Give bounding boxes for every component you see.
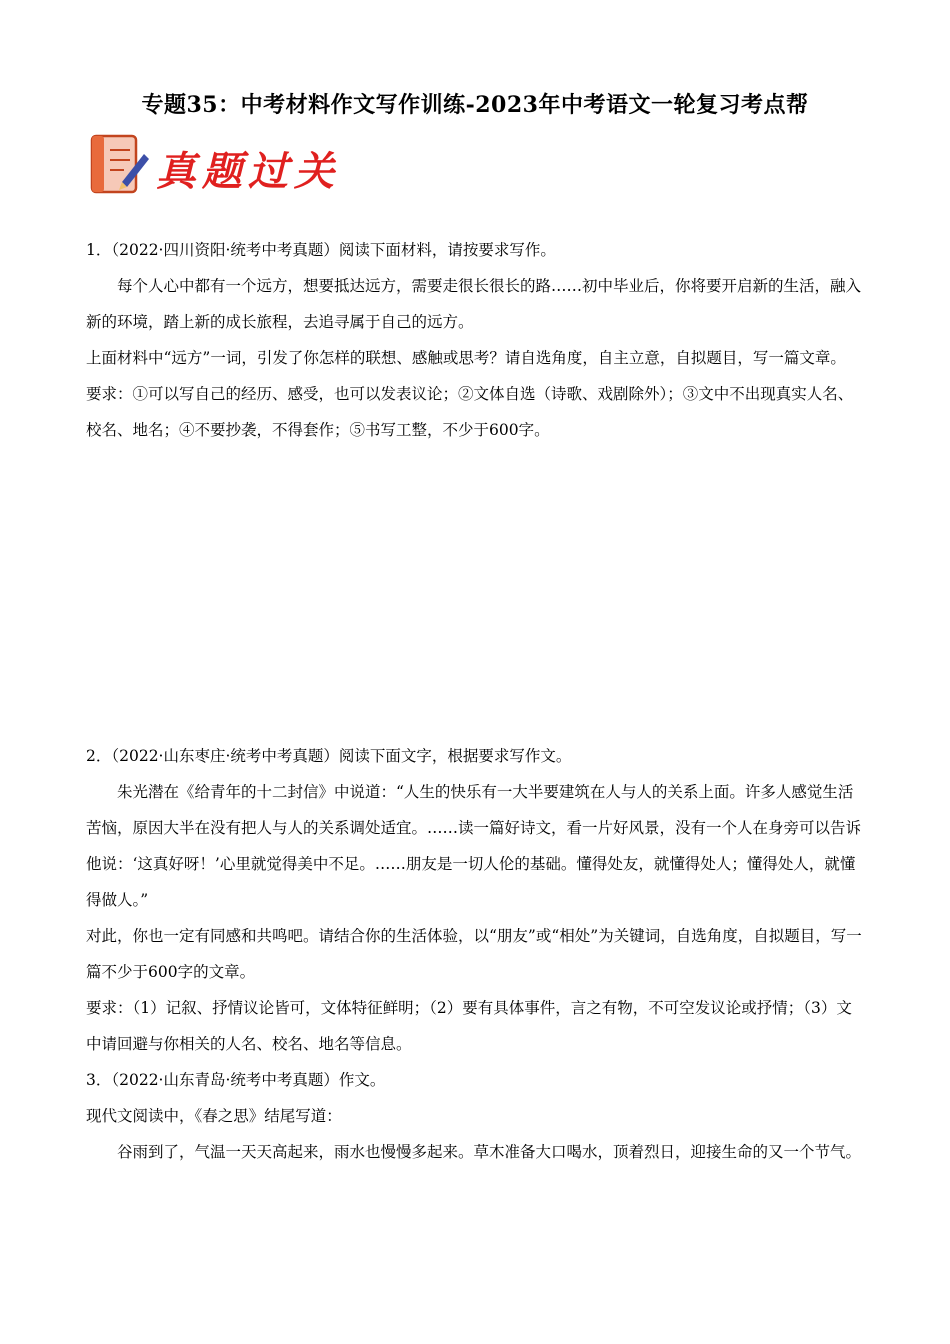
material-paragraph: 朱光潜在《给青年的十二封信》中说道：“人生的快乐有一大半要建筑在人与人的关系上面。许多人感觉生活苦恼，原因大半在没有把人与人的关系调处适宜。……读一篇好诗文，看一片好风景，没有一个人在身旁可以告诉他说：‘这真好呀！’心里就觉得美中不足。……朋友是一切人伦的基础。懂得处友，就懂得处人；懂得处人，就懂得做人。”: [86, 783, 862, 909]
writing-prompt: 对此，你也一定有同感和共鸣吧。请结合你的生活体验，以“朋友”或“相处”为关键词，自选角度，自拟题目，写一篇不少于600字的文章。: [86, 927, 862, 981]
requirements: 要求：（1）记叙、抒情议论皆可，文体特征鲜明；（2）要有具体事件，言之有物，不可空发议论或抒情；（3）文中请回避与你相关的人名、校名、地名等信息。: [86, 999, 852, 1053]
question-header: 3．（2022·山东青岛·统考中考真题）作文。: [86, 1071, 386, 1089]
answer-space: [86, 448, 866, 738]
writing-prompt: 上面材料中“远方”一词，引发了你怎样的联想、感触或思考？请自选角度，自主立意，自拟题目，写一篇文章。: [86, 349, 846, 367]
page-title: 专题35：中考材料作文写作训练-2023年中考语文一轮复习考点帮: [141, 92, 809, 118]
section-banner: [86, 132, 340, 198]
notebook-pencil-icon: [86, 132, 152, 198]
question-list: [86, 232, 866, 1170]
banner-title: 真题过关: [156, 148, 340, 195]
material-intro: 现代文阅读中，《春之思》结尾写道：: [86, 1107, 342, 1125]
question-header: 2．（2022·山东枣庄·统考中考真题）阅读下面文字，根据要求写作文。: [86, 747, 572, 765]
question-header: 1．（2022·四川资阳·统考中考真题）阅读下面材料，请按要求写作。: [86, 241, 556, 259]
material-paragraph: 每个人心中都有一个远方，想要抵达远方，需要走很长很长的路……初中毕业后，你将要开启新的生活，融入新的环境，踏上新的成长旅程，去追寻属于自己的远方。: [86, 277, 862, 331]
requirements: 要求：①可以写自己的经历、感受，也可以发表议论；②文体自选（诗歌、戏剧除外）；③文中不出现真实人名、校名、地名；④不要抄袭，不得套作；⑤书写工整，不少于600字。: [86, 385, 854, 439]
material-paragraph: 谷雨到了，气温一天天高起来，雨水也慢慢多起来。草木准备大口喝水，顶着烈日，迎接生命的又一个节气。: [117, 1143, 862, 1161]
